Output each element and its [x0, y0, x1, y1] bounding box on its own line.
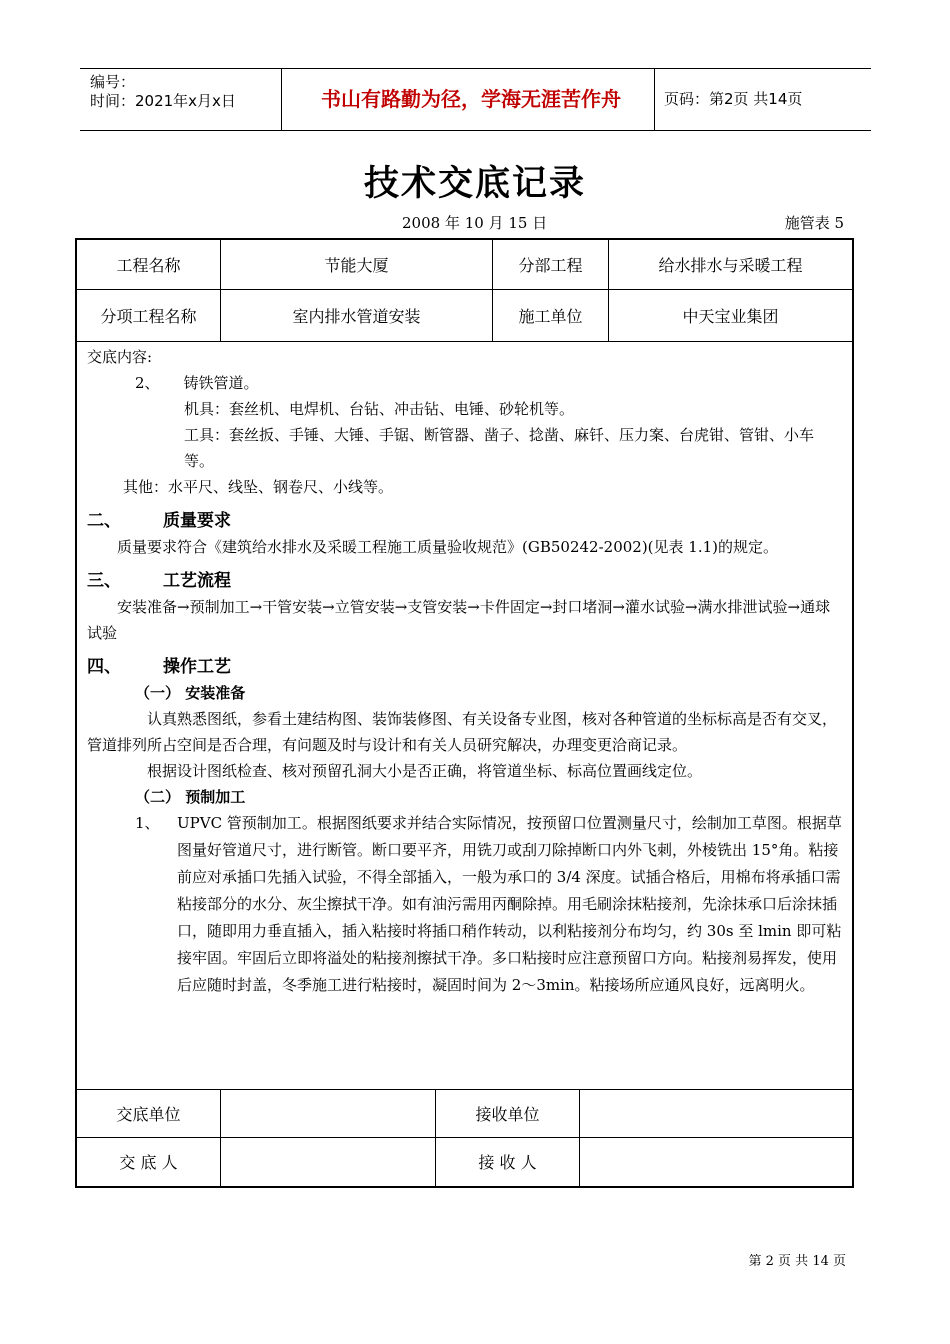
header-page: 页码：第2页 共14页: [664, 90, 803, 108]
record-form: [75, 238, 854, 1188]
division-label: 分部工程: [518, 256, 583, 275]
document-date: 2008 年 10 月 15 日: [402, 214, 548, 232]
footer-page-number: 第 2 页 共 14 页: [748, 1254, 846, 1269]
section-heading: [87, 508, 842, 534]
header-divider: [654, 69, 655, 130]
step-text: UPVC 管预制加工。根据图纸要求并结合实际情况，按预留口位置测量尺寸，绘制加工草图。根据草图量好管道尺寸，进行断管。断口要平齐，用铣刀或刮刀除掉断口内外飞刺，外棱铣出 15°角。粘接前应对承插口先插入试验，不得全部插入，一般为承口的 3/4 深度。试插合格后，用棉布将承插口需粘接部分的水分、灰尘擦拭干净。如有油污需用丙酮除掉。用毛刷涂抹粘接剂，先涂抹承口后涂抹插口，随即用力垂直插入，插入粘接时将插口稍作转动，以利粘接剂分布均匀，约 30s 至 lmin 即可粘接牢固。牢固后立即将溢处的粘接剂擦拭干净。多口粘接时应注意预留口方向。粘接剂易挥发，使用后应随时封盖，冬季施工进行粘接时，凝固时间为 2～3min。粘接场所应通风良好，远离明火。: [177, 814, 842, 994]
header-band: [80, 68, 871, 131]
machines-line: 机具：套丝机、电焊机、台钻、冲击钻、电锤、砂轮机等。: [184, 400, 575, 418]
step-number: 1、: [135, 814, 160, 832]
paragraph: 根据设计图纸检查、核对预留孔洞大小是否正确，将管道坐标、标高位置画线定位。: [147, 762, 703, 780]
section-title: 操作工艺: [163, 657, 231, 677]
section-title: 质量要求: [163, 511, 231, 531]
project-name-value: 节能大厦: [324, 256, 389, 275]
division-value: 给水排水与采暖工程: [658, 256, 803, 275]
project-name-label: 工程名称: [116, 256, 181, 275]
content-item: [87, 370, 842, 396]
item-text: 铸铁管道。: [183, 374, 259, 392]
subitem-label: 分项工程名称: [100, 307, 197, 326]
handover-content: [87, 344, 842, 999]
section-heading: [87, 654, 842, 680]
code-label: 编号：: [90, 73, 136, 91]
section-title: 工艺流程: [163, 571, 231, 591]
header-divider: [281, 69, 282, 130]
section-number: 四、: [87, 657, 121, 677]
row-divider: [77, 341, 852, 342]
subsection-heading: （二） 预制加工: [135, 788, 246, 806]
section-number: 三、: [87, 571, 121, 591]
time-label: 时间：2021年x月x日: [90, 92, 236, 110]
quality-text: 质量要求符合《建筑给水排水及采暖工程施工质量验收规范》(GB50242-2002)(见表 1.1)的规定。: [117, 538, 778, 556]
others-line: 其他：水平尺、线坠、钢卷尺、小线等。: [123, 478, 394, 496]
receiver-person-label: 接 收 人: [478, 1152, 537, 1172]
document-title: 技术交底记录: [363, 164, 586, 204]
item-number: 2、: [135, 374, 160, 392]
content-heading: 交底内容:: [87, 348, 153, 366]
section-number: 二、: [87, 511, 121, 531]
section-heading: [87, 568, 842, 594]
contractor-label: 施工单位: [518, 307, 583, 326]
receiver-unit-label: 接收单位: [475, 1105, 540, 1124]
header-motto: 书山有路勤为径，学海无涯苦作舟: [321, 87, 621, 111]
issuer-person-label: 交 底 人: [119, 1152, 178, 1172]
process-flow-text: 安装准备→预制加工→干管安装→立管安装→支管安装→卡件固定→封口堵洞→灌水试验→满水排泄试验→通球试验: [87, 598, 831, 642]
subitem-value: 室内排水管道安装: [292, 307, 421, 326]
paragraph: 认真熟悉图纸，参看土建结构图、装饰装修图、有关设备专业图，核对各种管道的坐标标高是否有交叉，管道排列所占空间是否合理，有问题及时与设计和有关人员研究解决，办理变更洽商记录。: [87, 710, 838, 754]
step-item: [87, 810, 842, 999]
col-divider: [579, 1089, 580, 1186]
subsection-heading: （一） 安装准备: [135, 684, 246, 702]
form-number: 施管表 5: [784, 214, 844, 232]
col-divider: [220, 1089, 221, 1186]
issuer-unit-label: 交底单位: [116, 1105, 181, 1124]
contractor-value: 中天宝业集团: [682, 307, 779, 326]
header-meta: [90, 73, 236, 111]
tools-line: 工具：套丝扳、手锤、大锤、手锯、断管器、凿子、捻凿、麻钎、压力案、台虎钳、管钳、小车等。: [184, 426, 815, 470]
